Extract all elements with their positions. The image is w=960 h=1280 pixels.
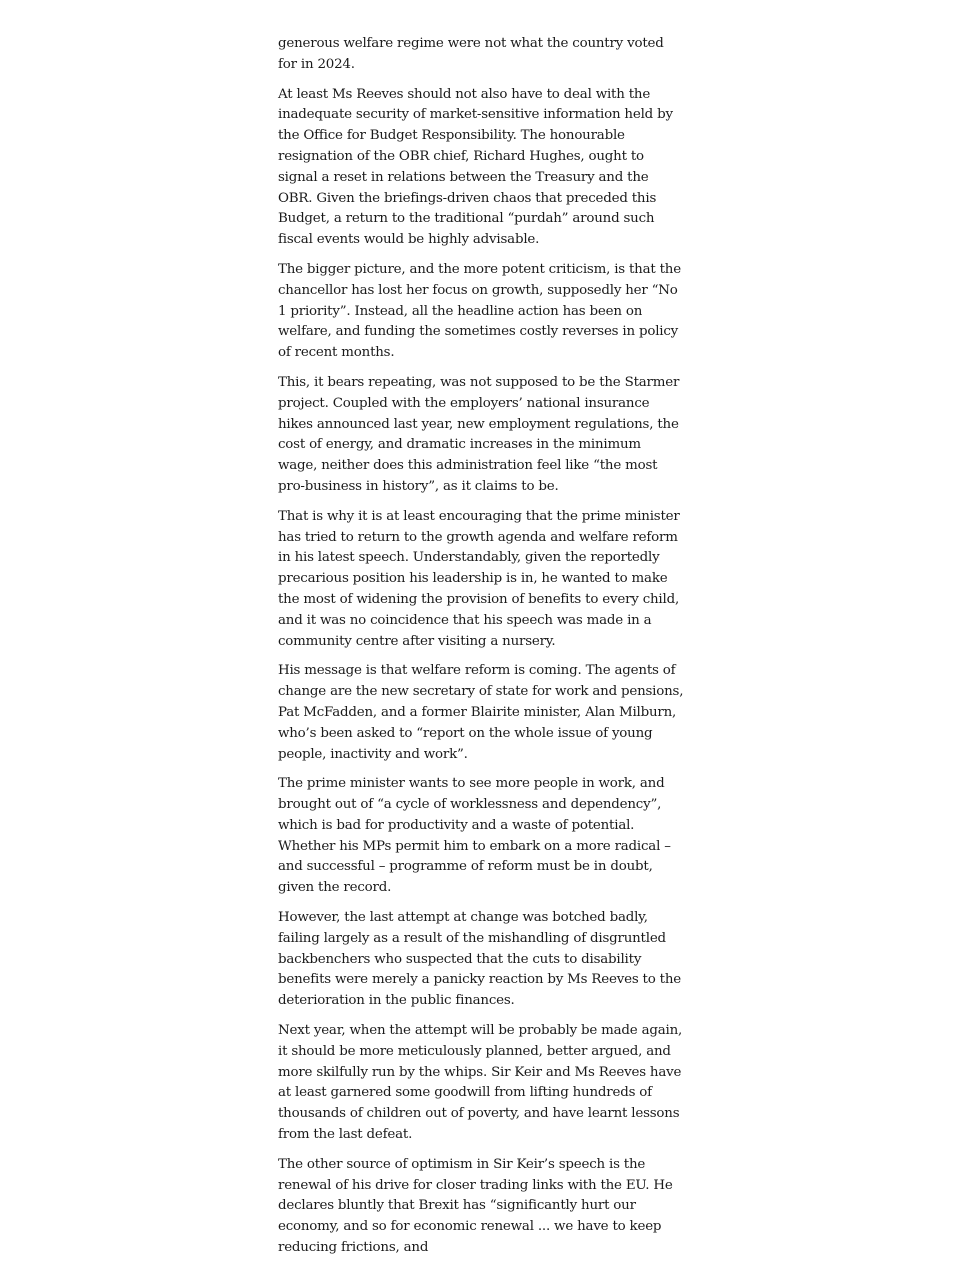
paragraph-7: The prime minister wants to see more people in work, and brought out of “a cycle of worklessness and dependency”, which is bad for productivity and a waste of potential. Whether his MPs permit him to embark on a more radical – and successful – programme of reform must be in doubt, given the record. [278, 776, 671, 896]
paragraph-10: The other source of optimism in Sir Keir’s speech is the renewal of his drive for closer trading links with the EU. He declares bluntly that Brexit has “significantly hurt our economy, and so for economic renewal ... we have to keep reducing frictions, and [278, 1156, 673, 1256]
paragraph-8: However, the last attempt at change was botched badly, failing largely as a result of the mishandling of disgruntled backbenchers who suspected that the cuts to disability benefits were merely a panicky reaction by Ms Reeves to the deterioration in the public finances. [278, 910, 681, 1009]
paragraph-4: This, it bears repeating, was not supposed to be the Starmer project. Coupled with the employers’ national insurance hikes announced last year, new employment regulations, the cost of energy, and dramatic increases in the minimum wage, neither does this administration feel like “the most pro-business in history”, as it claims to be. [278, 374, 680, 494]
paragraph-9: Next year, when the attempt will be probably be made again, it should be more meticulously planned, better argued, and more skilfully run by the whips. Sir Keir and Ms Reeves have at least garnered some goodwill from lifting hundreds of thousands of children out of poverty, and have learnt lessons from the last defeat. [278, 1023, 683, 1143]
paragraph-2: At least Ms Reeves should not also have to deal with the inadequate security of market-sensitive information held by the Office for Budget Responsibility. The honourable resignation of the OBR chief, Richard Hughes, ought to signal a reset in relations between the Treasury and the OBR. Given the briefings-driven chaos that preceded this Budget, a return to the traditional “purdah” around such fiscal events would be highly advisable. [278, 86, 673, 248]
paragraph-6: His message is that welfare reform is coming. The agents of change are the new secretary of state for work and pensions, Pat McFadden, and a former Blairite minister, Alan Milburn, who’s been asked to “report on the whole issue of young people, inactivity and work”. [278, 663, 684, 762]
paragraph-3: The bigger picture, and the more potent criticism, is that the chancellor has lost her focus on growth, supposedly her “No 1 priority”. Instead, all the headline action has been on welfare, and funding the sometimes costly reverses in policy of recent months. [278, 261, 681, 361]
paragraph-5: That is why it is at least encouraging that the prime minister has tried to return to the growth agenda and welfare reform in his latest speech. Understandably, given the reportedly precarious position his leadership is in, he wanted to make the most of widening the provision of benefits to every child, and it was no coincidence that his speech was made in a community centre after visiting a nursery. [278, 508, 680, 649]
article-body [278, 34, 684, 1268]
paragraph-1: generous welfare regime were not what the country voted for in 2024. [278, 36, 664, 72]
